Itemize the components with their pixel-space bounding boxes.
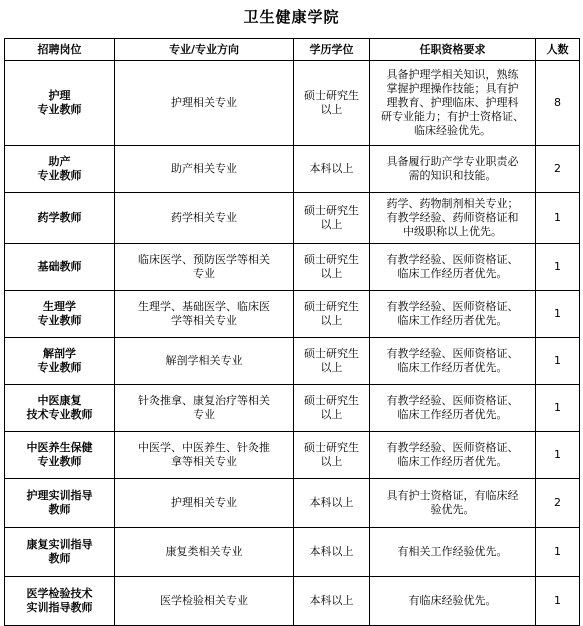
cell-position-line: 生理学 — [43, 300, 76, 313]
cell-position-line: 中医康复 — [37, 394, 82, 407]
cell-position-line: 医学检验技术 — [26, 587, 93, 600]
cell-position — [5, 528, 115, 577]
cell-requirement — [370, 385, 536, 432]
cell-degree-line: 硕士研究生 — [304, 347, 359, 360]
cell-major-line: 解剖学相关专业 — [165, 354, 243, 367]
cell-position — [5, 146, 115, 193]
cell-position-line: 教师 — [48, 552, 71, 565]
table-row — [5, 291, 580, 338]
cell-degree — [294, 479, 370, 528]
page-title: 卫生健康学院 — [243, 8, 340, 26]
cell-requirement-line: 临床工作经历者优先。 — [397, 408, 508, 421]
cell-requirement-line: 具备护理学相关知识，熟练 — [386, 68, 519, 81]
cell-position — [5, 61, 115, 146]
cell-count: 1 — [536, 244, 580, 291]
cell-major — [115, 479, 294, 528]
cell-requirement — [370, 244, 536, 291]
header-degree: 学历学位 — [294, 39, 370, 61]
cell-requirement-line: 掌握护理操作技能；具有护 — [386, 82, 519, 95]
cell-position-line: 中医养生保健 — [26, 441, 93, 454]
table-row — [5, 528, 580, 577]
cell-major — [115, 432, 294, 479]
table-row — [5, 385, 580, 432]
cell-position — [5, 193, 115, 244]
cell-requirement-line: 有教学经验、医师资格证、 — [386, 300, 519, 313]
cell-requirement-line: 中级职称以上优先。 — [403, 225, 502, 238]
cell-position-line: 专业教师 — [37, 361, 82, 374]
cell-count: 1 — [536, 291, 580, 338]
cell-requirement — [370, 193, 536, 244]
cell-position-line: 基础教师 — [37, 260, 82, 273]
cell-count: 1 — [536, 432, 580, 479]
cell-position-line: 专业教师 — [37, 169, 82, 182]
cell-position-line: 技术专业教师 — [26, 408, 93, 421]
cell-major-line: 护理相关专业 — [171, 96, 237, 109]
recruitment-table — [4, 38, 580, 626]
table-header-row — [5, 39, 580, 61]
cell-position-line: 护理实训指导 — [26, 489, 93, 502]
cell-major — [115, 385, 294, 432]
cell-degree — [294, 385, 370, 432]
cell-position-line: 药学教师 — [37, 211, 82, 224]
cell-requirement-line: 有教学经验、药师资格证和 — [386, 211, 519, 224]
cell-requirement-line: 验优先。 — [430, 503, 475, 516]
cell-degree — [294, 244, 370, 291]
cell-position-line: 康复实训指导 — [26, 538, 93, 551]
cell-major — [115, 193, 294, 244]
table-row — [5, 432, 580, 479]
cell-degree — [294, 146, 370, 193]
cell-position — [5, 338, 115, 385]
cell-position-line: 专业教师 — [37, 314, 82, 327]
table-row — [5, 244, 580, 291]
cell-requirement-line: 有教学经验、医师资格证、 — [386, 441, 519, 454]
cell-degree-line: 以上 — [320, 361, 343, 374]
cell-degree-line: 本科以上 — [309, 162, 354, 175]
cell-major — [115, 528, 294, 577]
cell-position — [5, 479, 115, 528]
cell-count: 1 — [536, 528, 580, 577]
cell-position-line: 专业教师 — [37, 455, 82, 468]
cell-major-line: 专业 — [193, 267, 215, 280]
header-major: 专业/专业方向 — [115, 39, 294, 61]
cell-position-line: 专业教师 — [37, 103, 82, 116]
cell-major-line: 药学相关专业 — [171, 211, 237, 224]
cell-degree — [294, 193, 370, 244]
cell-count: 2 — [536, 479, 580, 528]
cell-degree-line: 本科以上 — [309, 545, 354, 558]
cell-degree-line: 硕士研究生 — [304, 89, 359, 102]
cell-major — [115, 244, 294, 291]
cell-major — [115, 291, 294, 338]
cell-major — [115, 146, 294, 193]
table-row — [5, 479, 580, 528]
cell-requirement-line: 需的知识和技能。 — [408, 169, 497, 182]
cell-requirement — [370, 338, 536, 385]
cell-major — [115, 61, 294, 146]
cell-degree — [294, 291, 370, 338]
cell-requirement-line: 有相关工作经验优先。 — [397, 545, 508, 558]
cell-position-line: 实训指导教师 — [26, 601, 93, 614]
table-body — [5, 61, 580, 626]
cell-degree-line: 以上 — [320, 408, 343, 421]
cell-position — [5, 432, 115, 479]
cell-requirement-line: 理教育、护理临床、护理科 — [386, 96, 519, 109]
cell-position — [5, 577, 115, 626]
cell-position — [5, 291, 115, 338]
cell-degree-line: 本科以上 — [309, 496, 354, 509]
cell-requirement-line: 有教学经验、医师资格证、 — [386, 394, 519, 407]
cell-degree-line: 以上 — [320, 314, 343, 327]
cell-requirement-line: 药学、药物制剂相关专业； — [386, 197, 519, 210]
cell-requirement — [370, 528, 536, 577]
cell-requirement-line: 有教学经验、医师资格证、 — [386, 347, 519, 360]
header-requirement: 任职资格要求 — [370, 39, 536, 61]
cell-requirement-line: 研专业能力；有护士资格证、 — [381, 110, 524, 123]
cell-count: 2 — [536, 146, 580, 193]
cell-major-line: 针灸推拿、康复治疗等相关 — [138, 394, 270, 407]
cell-major — [115, 338, 294, 385]
cell-major — [115, 577, 294, 626]
cell-degree-line: 硕士研究生 — [304, 441, 359, 454]
cell-major-line: 医学检验相关专业 — [160, 594, 248, 607]
cell-requirement-line: 临床工作经历者优先。 — [397, 455, 508, 468]
cell-major-line: 学等相关专业 — [171, 314, 237, 327]
cell-degree-line: 硕士研究生 — [304, 300, 359, 313]
cell-degree — [294, 528, 370, 577]
cell-major-line: 拿等相关专业 — [171, 455, 237, 468]
cell-degree — [294, 61, 370, 146]
cell-requirement-line: 具有护士资格证，有临床经 — [386, 489, 519, 502]
cell-requirement — [370, 146, 536, 193]
cell-requirement-line: 有临床经验优先。 — [408, 594, 497, 607]
header-position: 招聘岗位 — [5, 39, 115, 61]
cell-requirement — [370, 291, 536, 338]
cell-requirement-line: 临床工作经历者优先。 — [397, 314, 508, 327]
cell-count: 1 — [536, 385, 580, 432]
cell-requirement-line: 临床经验优先。 — [414, 124, 491, 137]
cell-degree-line: 以上 — [320, 103, 343, 116]
cell-position-line: 教师 — [48, 503, 71, 516]
cell-requirement-line: 有教学经验、医师资格证、 — [386, 253, 519, 266]
cell-position-line: 解剖学 — [43, 347, 76, 360]
cell-major-line: 专业 — [193, 408, 215, 421]
table-row — [5, 193, 580, 244]
header-count: 人数 — [536, 39, 580, 61]
cell-degree-line: 硕士研究生 — [304, 204, 359, 217]
cell-major-line: 中医学、中医养生、针灸推 — [138, 441, 270, 454]
cell-degree-line: 硕士研究生 — [304, 253, 359, 266]
table-row — [5, 338, 580, 385]
cell-position-line: 助产 — [48, 155, 71, 168]
cell-degree-line: 以上 — [320, 455, 343, 468]
cell-position — [5, 385, 115, 432]
table-row — [5, 146, 580, 193]
cell-requirement-line: 具备履行助产学专业职责必 — [386, 155, 519, 168]
cell-major-line: 临床医学、预防医学等相关 — [138, 253, 270, 266]
cell-requirement-line: 临床工作经历者优先。 — [397, 267, 508, 280]
cell-degree-line: 以上 — [320, 267, 343, 280]
cell-requirement — [370, 61, 536, 146]
cell-major-line: 康复类相关专业 — [165, 545, 243, 558]
cell-major-line: 生理学、基础医学、临床医 — [138, 300, 270, 313]
cell-count: 1 — [536, 577, 580, 626]
cell-requirement — [370, 577, 536, 626]
cell-degree-line: 以上 — [320, 218, 343, 231]
table-row — [5, 61, 580, 146]
cell-requirement — [370, 432, 536, 479]
cell-degree-line: 本科以上 — [309, 594, 354, 607]
cell-degree — [294, 338, 370, 385]
cell-requirement-line: 临床工作经历者优先。 — [397, 361, 508, 374]
cell-requirement — [370, 479, 536, 528]
cell-count: 1 — [536, 193, 580, 244]
cell-position-line: 护理 — [48, 89, 71, 102]
table-row — [5, 577, 580, 626]
cell-major-line: 护理相关专业 — [171, 496, 237, 509]
cell-position — [5, 244, 115, 291]
cell-count: 1 — [536, 338, 580, 385]
cell-degree-line: 硕士研究生 — [304, 394, 359, 407]
cell-degree — [294, 577, 370, 626]
cell-major-line: 助产相关专业 — [171, 162, 237, 175]
cell-count: 8 — [536, 61, 580, 146]
cell-degree — [294, 432, 370, 479]
